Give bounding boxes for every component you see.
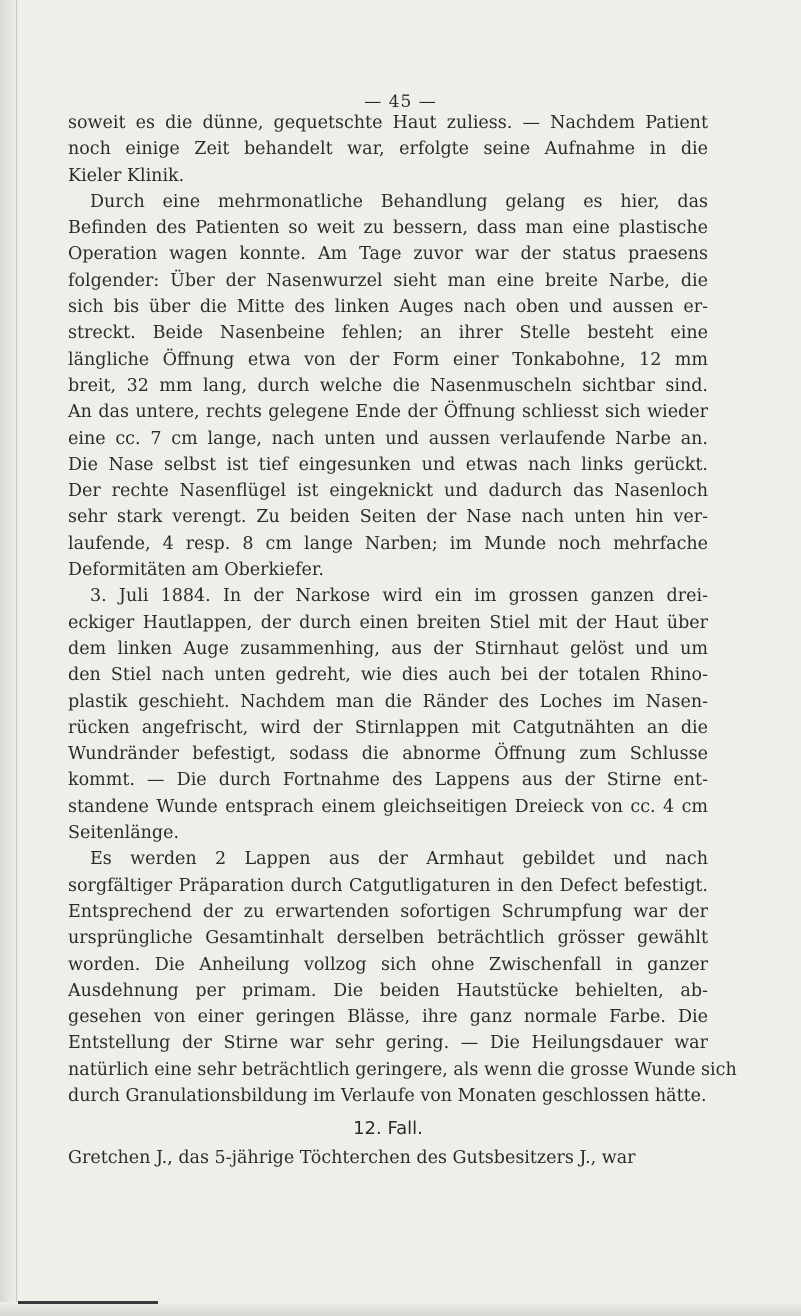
paragraph xyxy=(68,110,708,189)
text-line: den Stiel nach unten gedreht, wie dies auch bei der totalen Rhino- xyxy=(68,665,708,686)
text-line: An das untere, rechts gelegene Ende der Öffnung schliesst sich wieder xyxy=(68,402,708,423)
text-line: breit, 32 mm lang, durch welche die Nasenmuscheln sichtbar sind. xyxy=(68,375,708,396)
text-line: Es werden 2 Lappen aus der Armhaut gebildet und nach xyxy=(90,849,708,870)
scan-binding-line xyxy=(16,0,17,1316)
section-heading: 12. Fall. xyxy=(353,1118,423,1140)
text-line: natürlich eine sehr beträchtlich geringere, als wenn die grosse Wunde sich xyxy=(68,1059,737,1080)
text-line: Deformitäten am Oberkiefer. xyxy=(68,560,324,581)
section-first-line: Gretchen J., das 5-jährige Töchterchen des Gutsbesitzers J., war xyxy=(68,1148,636,1169)
page-number: — 45 — xyxy=(364,92,437,112)
text-line: streckt. Beide Nasenbeine fehlen; an ihrer Stelle besteht eine xyxy=(68,323,708,344)
paragraph xyxy=(68,189,708,583)
text-line: Operation wagen konnte. Am Tage zuvor war der status praesens xyxy=(68,244,708,265)
text-line: noch einige Zeit behandelt war, erfolgte seine Aufnahme in die xyxy=(68,139,708,160)
text-line: dem linken Auge zusammenhing, aus der Stirnhaut gelöst und um xyxy=(68,638,708,659)
text-line: folgender: Über der Nasenwurzel sieht man eine breite Narbe, die xyxy=(68,270,708,291)
text-line: längliche Öffnung etwa von der Form einer Tonkabohne, 12 mm xyxy=(68,349,708,370)
text-line: rücken angefrischt, wird der Stirnlappen mit Catgutnähten an die xyxy=(68,717,708,738)
text-line: Entstellung der Stirne war sehr gering. — Die Heilungsdauer war xyxy=(68,1033,708,1054)
text-line: Durch eine mehrmonatliche Behandlung gelang es hier, das xyxy=(90,191,708,212)
text-line: Befinden des Patienten so weit zu bessern, dass man eine plastische xyxy=(68,218,708,239)
body-text xyxy=(68,110,737,1172)
text-line: eine cc. 7 cm lange, nach unten und aussen verlaufende Narbe an. xyxy=(68,428,708,449)
text-line: sich bis über die Mitte des linken Auges nach oben und aussen er- xyxy=(68,297,708,318)
paragraphs-container xyxy=(68,110,737,1109)
text-line: laufende, 4 resp. 8 cm lange Narben; im Munde noch mehrfache xyxy=(68,533,708,554)
text-line: Entsprechend der zu erwartenden sofortigen Schrumpfung war der xyxy=(68,901,708,922)
text-line: durch Granulationsbildung im Verlaufe von Monaten geschlossen hätte. xyxy=(68,1085,707,1106)
text-line: plastik geschieht. Nachdem man die Ränder des Loches im Nasen- xyxy=(68,691,708,712)
text-line: sehr stark verengt. Zu beiden Seiten der Nase nach unten hin ver- xyxy=(68,507,708,528)
paragraph xyxy=(68,846,737,1109)
text-line: Ausdehnung per primam. Die beiden Hautstücke behielten, ab- xyxy=(68,980,708,1001)
text-line: gesehen von einer geringen Blässe, ihre ganz normale Farbe. Die xyxy=(68,1007,708,1028)
text-line: Die Nase selbst ist tief eingesunken und etwas nach links gerückt. xyxy=(68,454,708,475)
scan-edge-mark xyxy=(18,1301,158,1304)
scan-page-edge-bottom xyxy=(0,1302,801,1316)
text-line: ursprüngliche Gesamtinhalt derselben beträchtlich grösser gewählt xyxy=(68,928,708,949)
text-line: sorgfältiger Präparation durch Catgutligaturen in den Defect befestigt. xyxy=(68,875,708,896)
text-line: eckiger Hautlappen, der durch einen breiten Stiel mit der Haut über xyxy=(68,612,708,633)
text-line: worden. Die Anheilung vollzog sich ohne Zwischenfall in ganzer xyxy=(68,954,708,975)
text-line: Der rechte Nasenflügel ist eingeknickt und dadurch das Nasenloch xyxy=(68,481,708,502)
text-line: soweit es die dünne, gequetschte Haut zuliess. — Nachdem Patient xyxy=(68,113,708,133)
text-line: standene Wunde entsprach einem gleichseitigen Dreieck von cc. 4 cm xyxy=(68,796,708,817)
text-line: Seitenlänge. xyxy=(68,823,180,844)
text-line: kommt. — Die durch Fortnahme des Lappens aus der Stirne ent- xyxy=(68,770,708,791)
text-line: Kieler Klinik. xyxy=(68,165,185,186)
paragraph xyxy=(68,583,708,846)
text-line: Wundränder befestigt, sodass die abnorme Öffnung zum Schlusse xyxy=(68,744,708,765)
text-line: 3. Juli 1884. In der Narkose wird ein im grossen ganzen drei- xyxy=(90,586,708,607)
